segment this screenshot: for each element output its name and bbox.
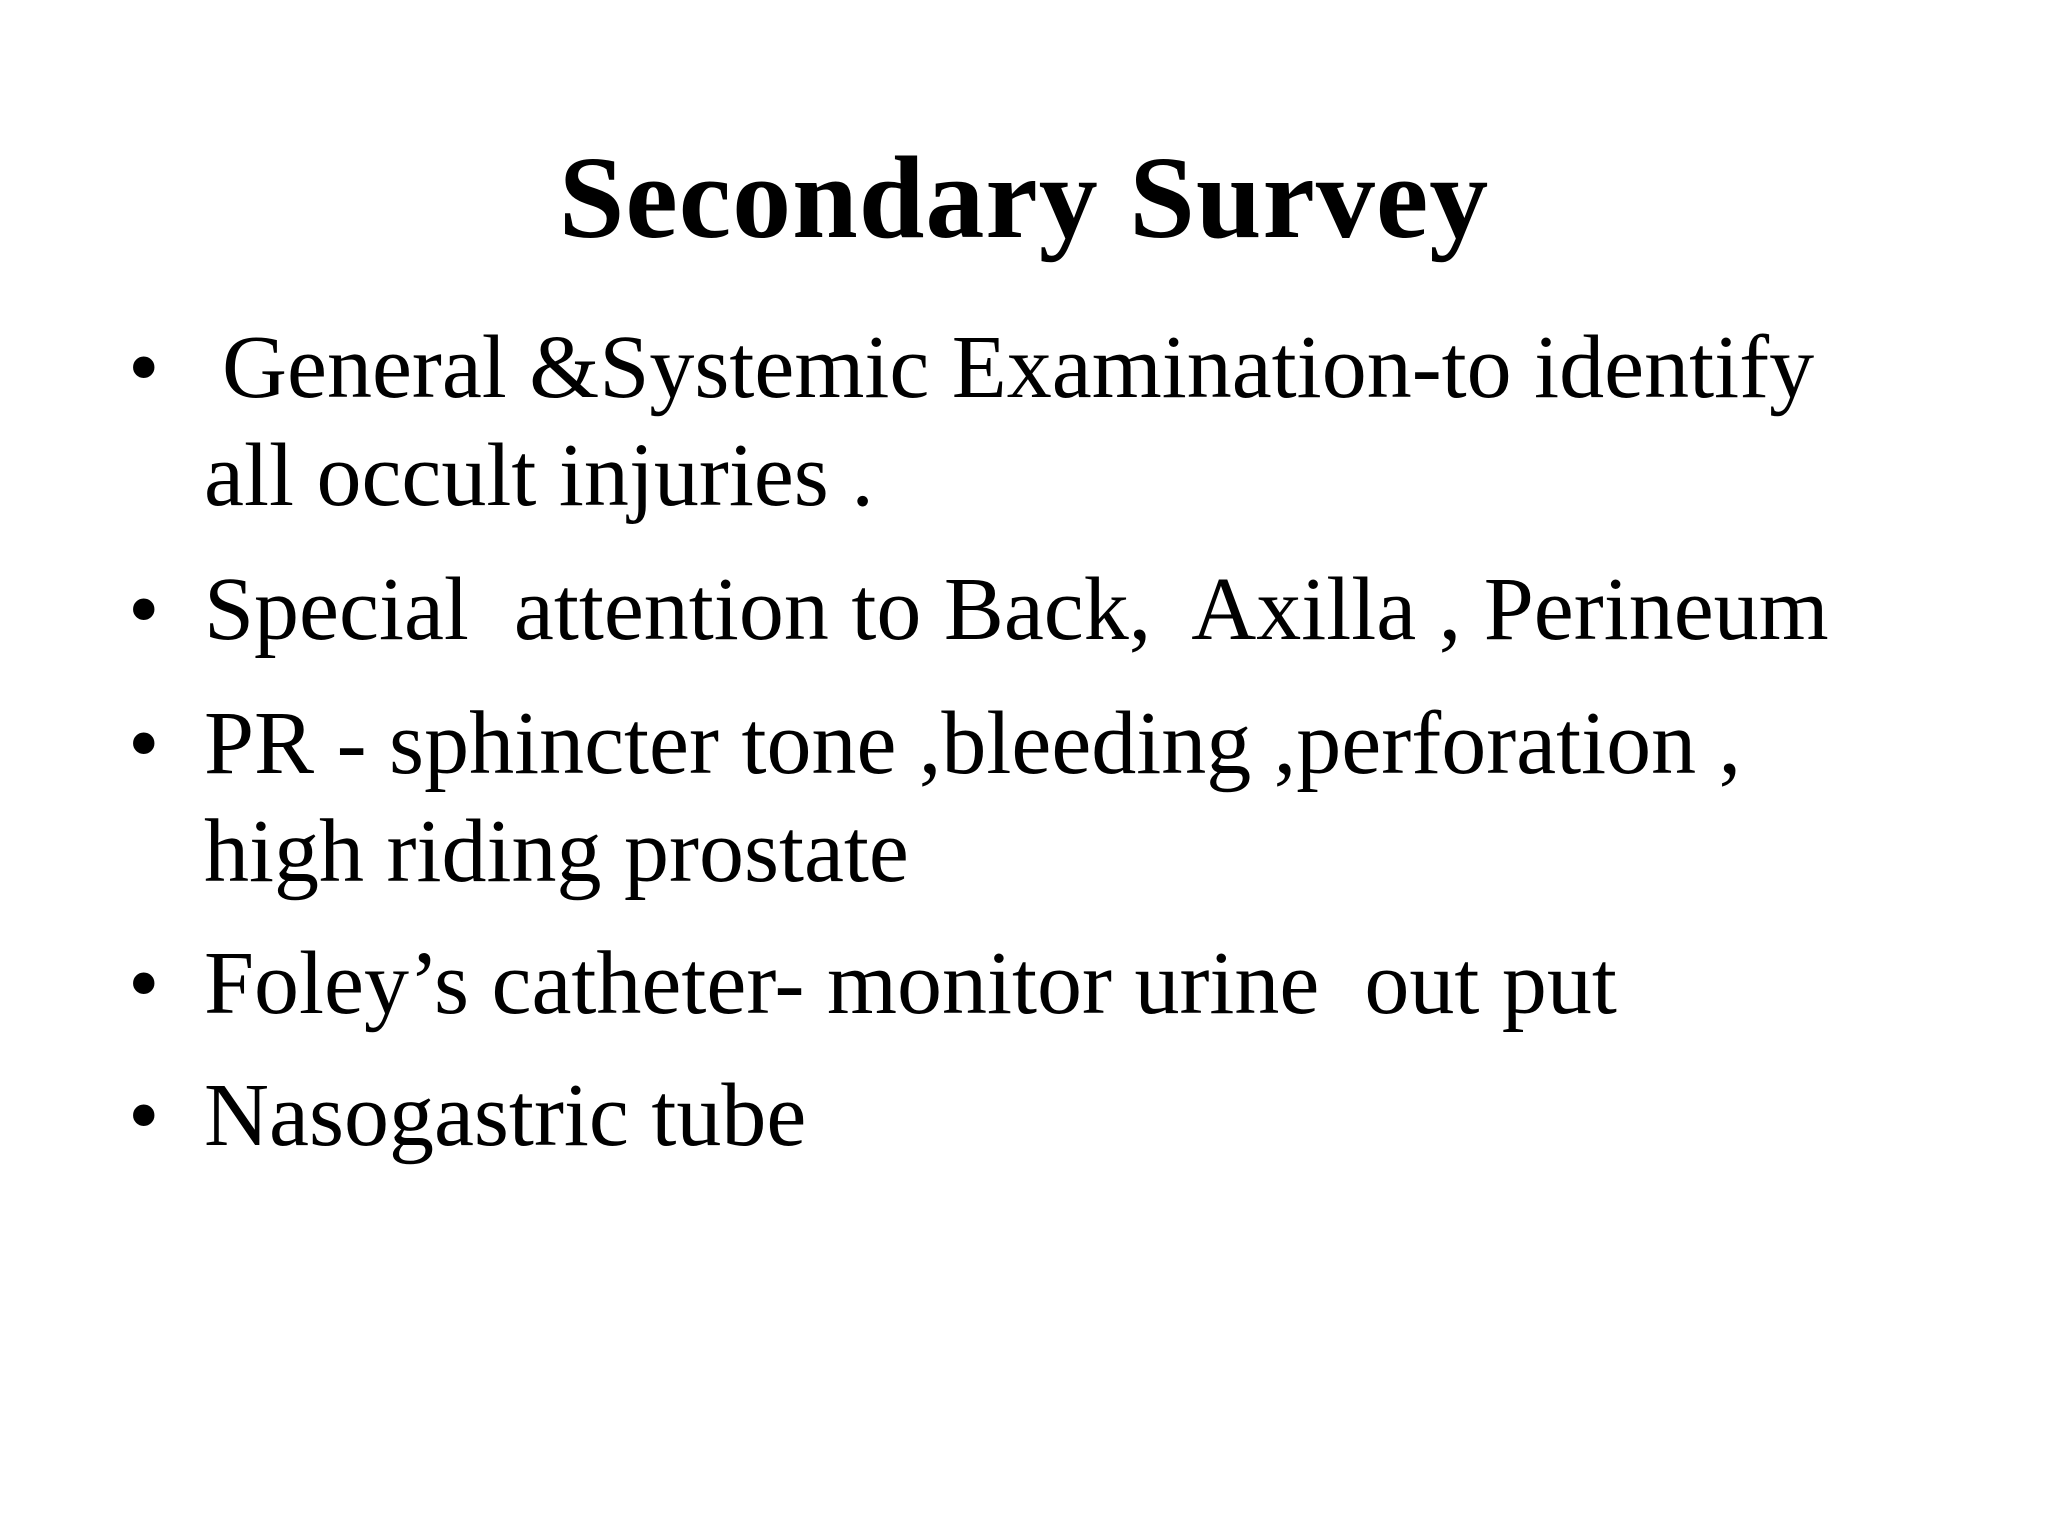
bullet-text xyxy=(204,314,2002,530)
bullet-icon: • xyxy=(128,694,160,793)
bullet-line: high riding prostate xyxy=(204,802,909,901)
bullet-line: Foley’s catheter- monitor urine out put xyxy=(204,934,1617,1033)
bullet-icon: • xyxy=(128,318,160,417)
bullet-icon: • xyxy=(128,560,160,659)
bullet-text xyxy=(204,930,1984,1038)
slide-title: Secondary Survey xyxy=(558,132,1490,263)
bullet-line: PR - sphincter tone ,bleeding ,perforation , xyxy=(204,694,1742,793)
bullet-line: General &Systemic Examination-to identify xyxy=(222,318,1815,417)
bullet-line: Nasogastric tube xyxy=(204,1066,807,1165)
bullet-icon: • xyxy=(128,1066,160,1165)
bullet-text xyxy=(204,556,1984,664)
bullet-line: Special attention to Back, Axilla , Perineum xyxy=(204,560,1829,659)
bullet-line: all occult injuries . xyxy=(204,426,874,525)
bullet-icon: • xyxy=(128,934,160,1033)
bullet-text xyxy=(204,690,1984,906)
bullet-text xyxy=(204,1062,1984,1170)
